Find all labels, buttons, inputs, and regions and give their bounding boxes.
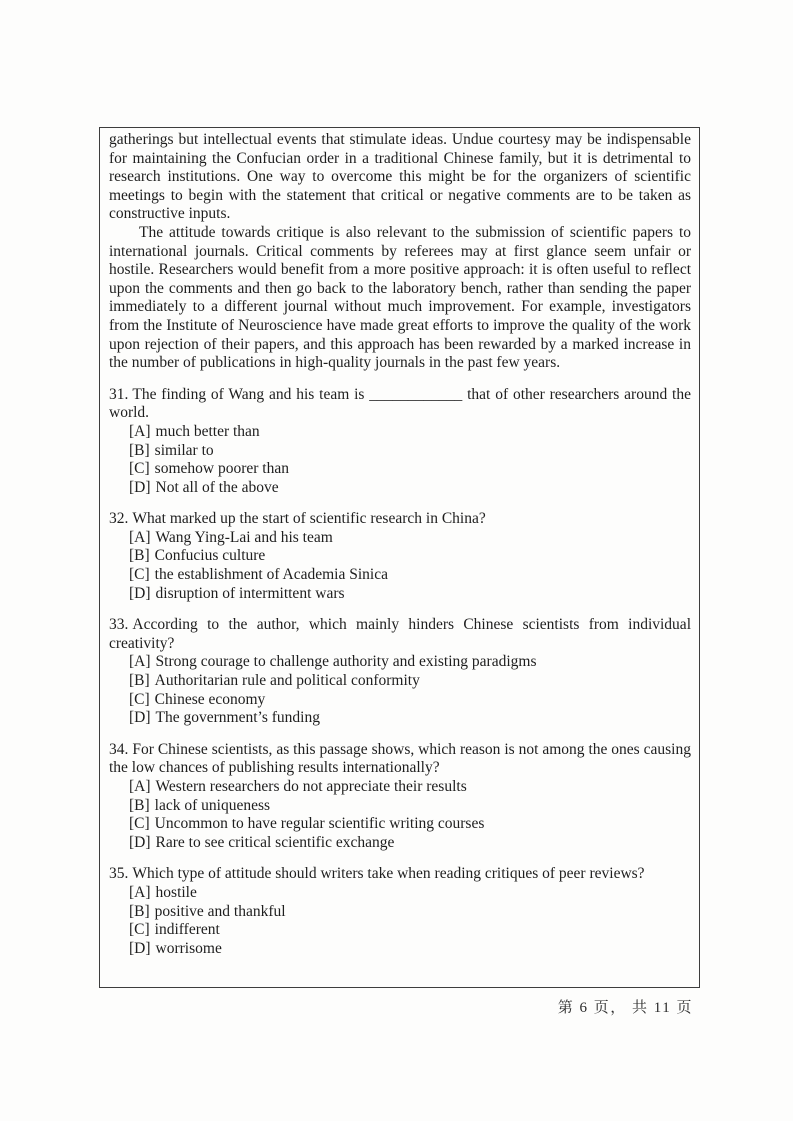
option-label: [B] <box>129 672 150 690</box>
option-label: [C] <box>129 690 150 708</box>
option-text: positive and thankful <box>154 902 286 920</box>
question-stem <box>109 386 691 423</box>
question-34 <box>109 741 691 853</box>
question-text: The finding of Wang and his team is ____________ that of other researchers around the world. <box>109 385 691 422</box>
option-d <box>129 709 691 728</box>
passage-paragraph-2: The attitude towards critique is also relevant to the submission of scientific papers to international journals. Critical comments by referees may at first glance seem unfair or hostile. Researchers would benefit from a more positive approach: it is often useful to reflect upon the comments and then go back to the laboratory bench, rather than sending the paper immediately to a different journal without much improvement. For example, investigators from the Institute of Neuroscience have made great efforts to improve the quality of the work upon rejection of their papers, and this approach has been rewarded by a marked increase in the number of publications in high-quality journals in the past few years. <box>109 223 691 372</box>
question-text: According to the author, which mainly hinders Chinese scientists from individual creativity? <box>109 616 691 652</box>
option-label: [D] <box>129 584 151 602</box>
option-label: [C] <box>129 460 150 478</box>
option-text: similar to <box>154 441 214 459</box>
question-text: For Chinese scientists, as this passage shows, which reason is not among the ones causing the low chances of publishing results internationally? <box>109 740 691 777</box>
option-label: [B] <box>129 547 150 565</box>
option-label: [B] <box>129 796 150 814</box>
option-text: much better than <box>155 422 260 440</box>
option-c <box>129 460 691 479</box>
option-text: Authoritarian rule and political conformity <box>154 672 420 690</box>
option-label: [A] <box>129 528 151 546</box>
option-c <box>129 566 691 585</box>
question-number: 34. <box>109 740 129 758</box>
question-number: 35. <box>109 865 129 883</box>
option-c <box>129 815 691 834</box>
option-label: [C] <box>129 815 150 833</box>
question-33 <box>109 616 691 728</box>
option-a <box>129 653 691 672</box>
option-label: [C] <box>129 921 150 939</box>
question-32 <box>109 510 691 603</box>
option-text: disruption of intermittent wars <box>155 584 345 602</box>
option-b <box>129 797 691 816</box>
question-text: What marked up the start of scientific research in China? <box>132 510 486 528</box>
question-text: Which type of attitude should writers take when reading critiques of peer reviews? <box>132 865 645 883</box>
question-number: 31. <box>109 385 129 403</box>
option-text: Strong courage to challenge authority and existing paradigms <box>155 653 537 671</box>
page-number-indicator: 第 6 页， 共 11 页 <box>557 1000 693 1016</box>
option-label: [D] <box>129 833 151 851</box>
question-stem <box>109 510 691 529</box>
question-number: 33. <box>109 616 129 634</box>
option-text: Uncommon to have regular scientific writing courses <box>154 815 485 833</box>
option-c <box>129 921 691 940</box>
option-text: Western researchers do not appreciate their results <box>155 778 467 795</box>
option-a <box>129 778 691 797</box>
option-label: [D] <box>129 478 151 496</box>
option-label: [A] <box>129 883 151 901</box>
option-text: Confucius culture <box>154 547 266 565</box>
option-text: hostile <box>155 883 197 901</box>
question-stem <box>109 865 691 884</box>
option-b <box>129 903 691 922</box>
option-label: [B] <box>129 902 150 920</box>
option-b <box>129 547 691 566</box>
option-text: Rare to see critical scientific exchange <box>155 833 395 851</box>
question-stem <box>109 616 691 653</box>
option-text: lack of uniqueness <box>154 796 271 814</box>
option-a <box>129 529 691 548</box>
passage-paragraph-1: gatherings but intellectual events that stimulate ideas. Undue courtesy may be indispensable for maintaining the Confucian order in a traditional Chinese family, but it is detrimental to research institutions. One way to overcome this might be for the organizers of scientific meetings to begin with the statement that critical or negative comments are to be taken as constructive inputs. <box>109 131 691 223</box>
option-label: [D] <box>129 709 151 727</box>
option-label: [C] <box>129 566 150 584</box>
option-text: worrisome <box>155 939 222 957</box>
option-text: Wang Ying-Lai and his team <box>155 528 333 546</box>
option-text: Chinese economy <box>154 690 266 708</box>
option-a <box>129 423 691 442</box>
option-label: [A] <box>129 653 151 671</box>
option-label: [A] <box>129 422 151 440</box>
option-text: indifferent <box>154 921 220 939</box>
option-label: [A] <box>129 778 151 795</box>
option-d <box>129 479 691 498</box>
question-31 <box>109 386 691 498</box>
option-b <box>129 442 691 461</box>
option-d <box>129 834 691 853</box>
option-c <box>129 691 691 710</box>
option-text: Not all of the above <box>155 478 279 496</box>
option-text: The government’s funding <box>155 709 320 727</box>
option-text: somehow poorer than <box>154 460 289 478</box>
option-b <box>129 672 691 691</box>
question-35 <box>109 865 691 958</box>
question-number: 32. <box>109 510 129 528</box>
option-label: [D] <box>129 939 151 957</box>
option-label: [B] <box>129 441 150 459</box>
exam-content-box <box>99 127 700 988</box>
option-text: the establishment of Academia Sinica <box>154 566 388 584</box>
option-d <box>129 585 691 604</box>
option-d <box>129 940 691 959</box>
option-a <box>129 884 691 903</box>
question-stem <box>109 741 691 778</box>
